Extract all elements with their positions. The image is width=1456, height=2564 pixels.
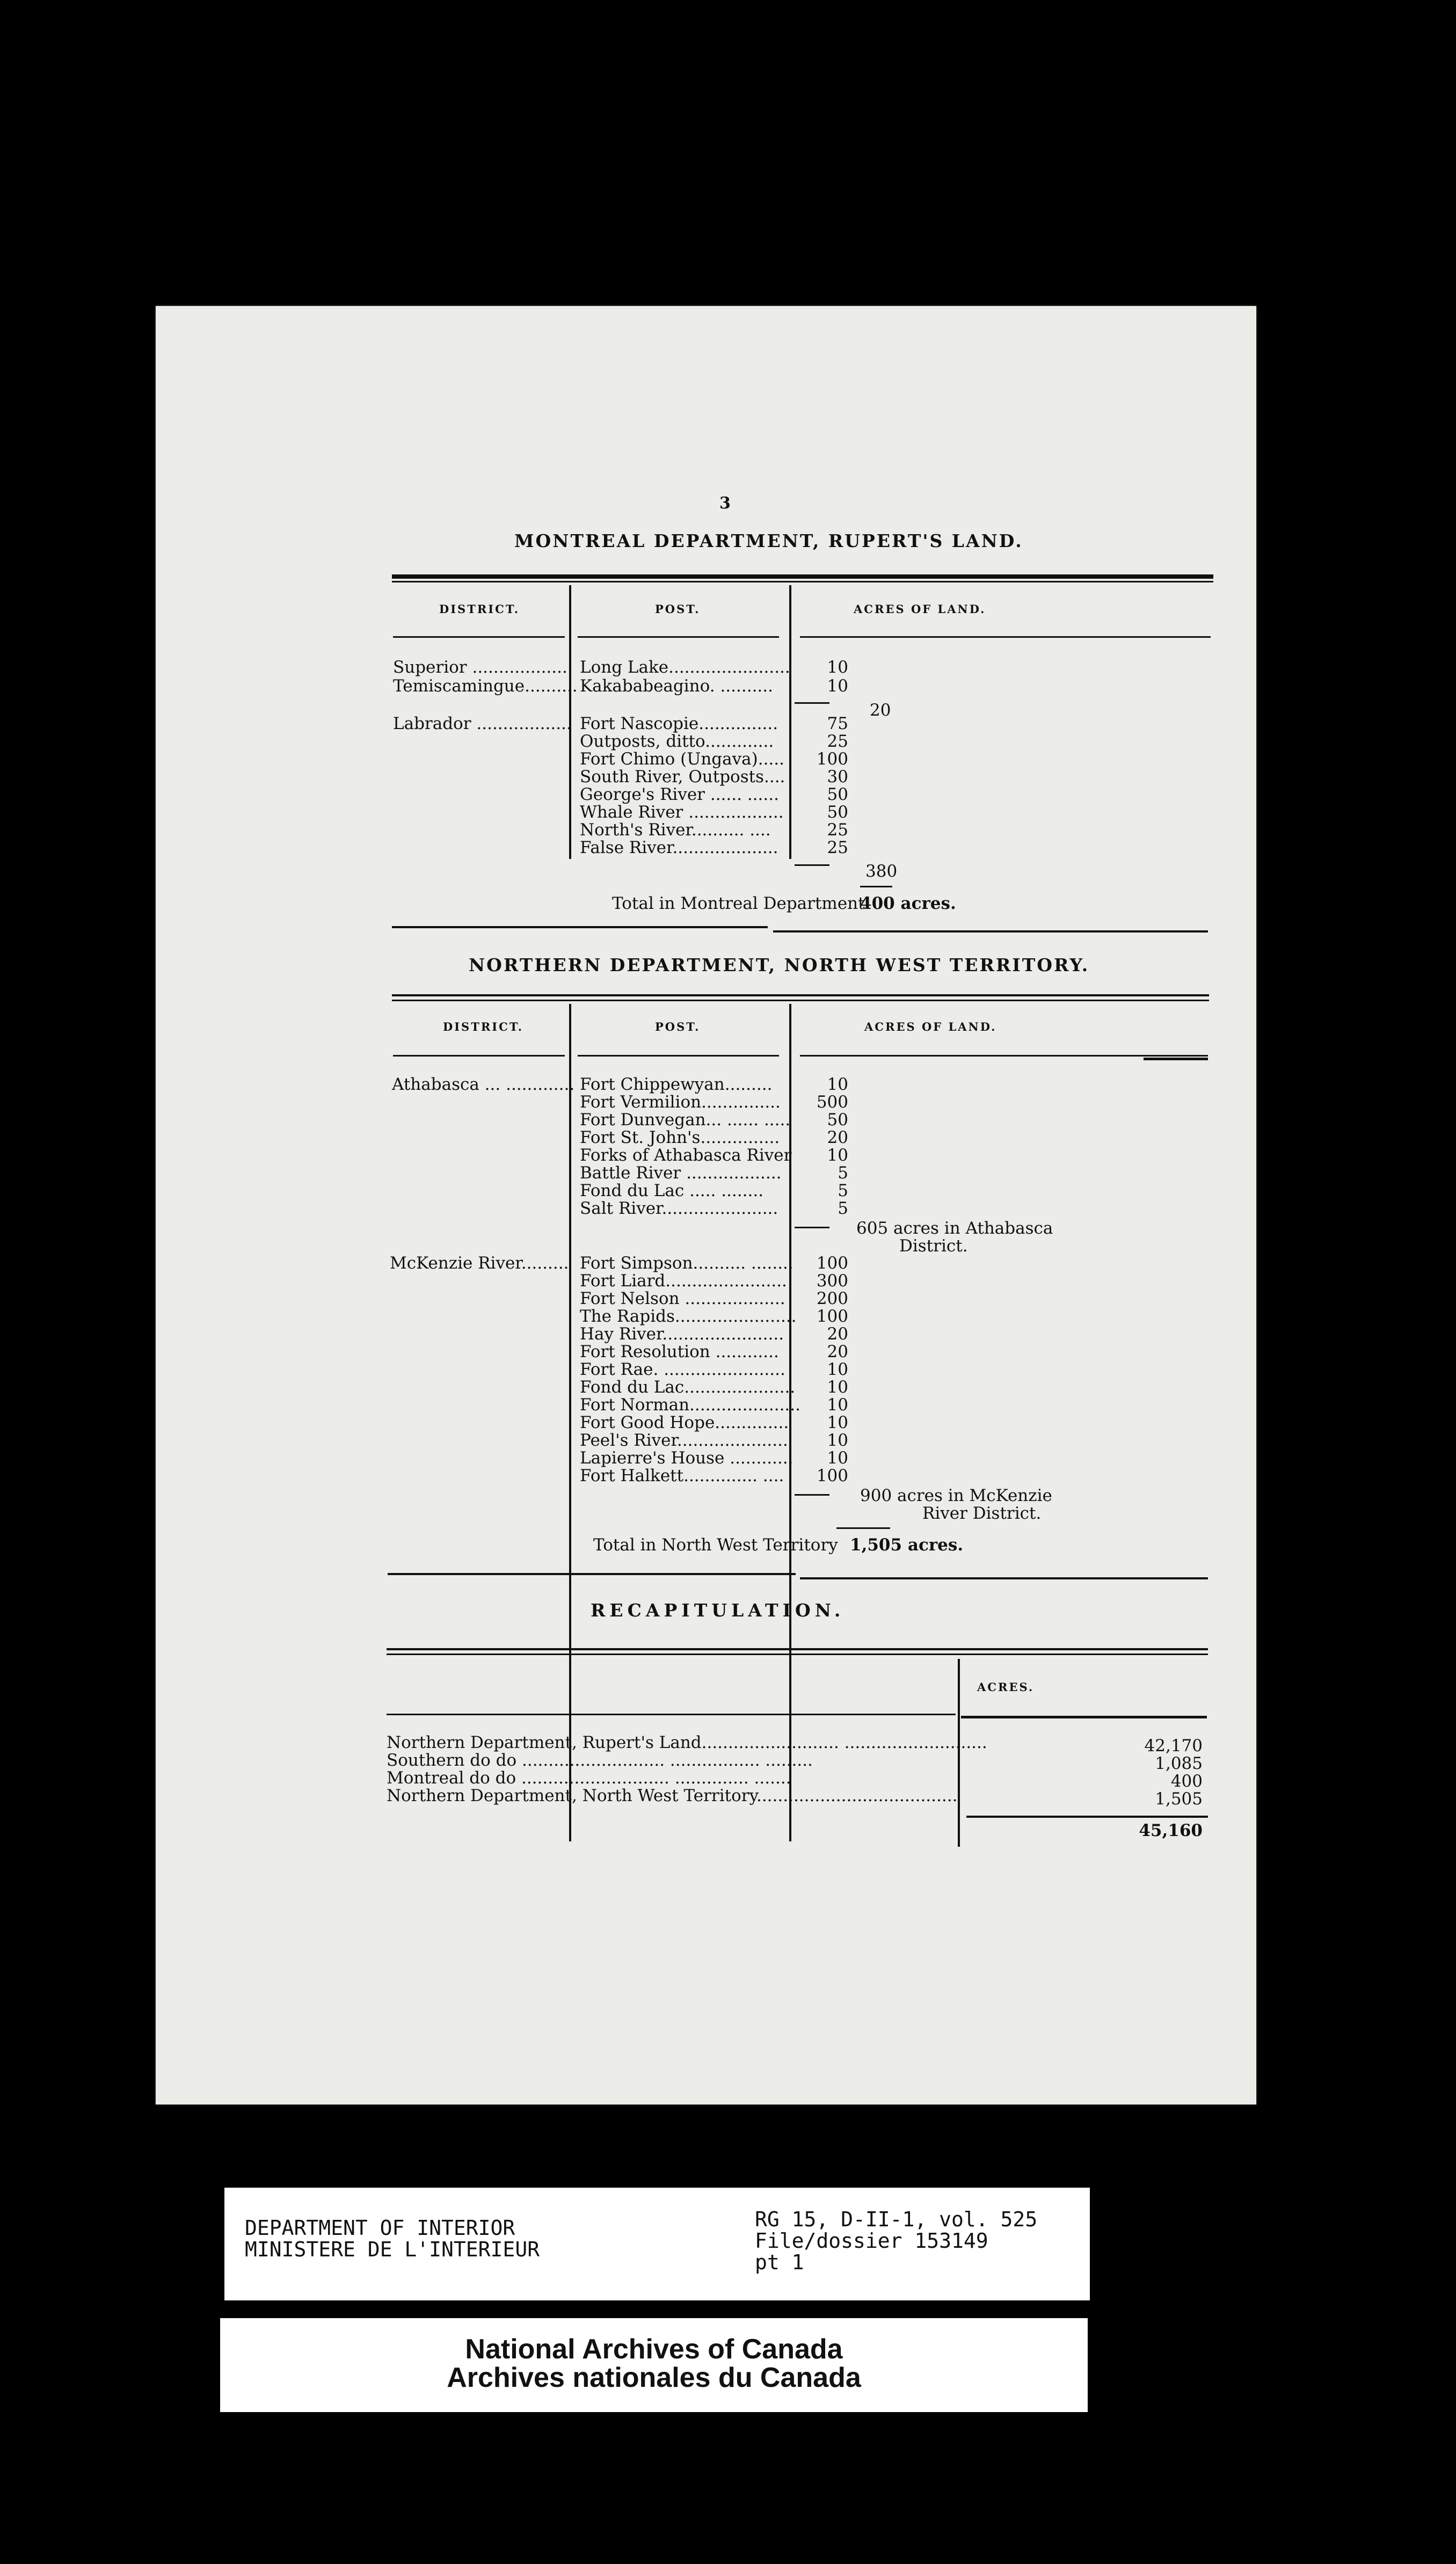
- post-cell: Fort Dunvegan... ...... .....: [580, 1110, 791, 1130]
- post-cell: Fort Good Hope..............: [580, 1413, 789, 1432]
- recap-value: 1,085: [1155, 1754, 1203, 1773]
- post-cell: Fort St. John's...............: [580, 1128, 780, 1147]
- acres-cell: 25: [827, 820, 848, 840]
- post-cell: Fond du Lac.....................: [580, 1378, 796, 1397]
- divider: [800, 1055, 1208, 1057]
- sum-rule: [836, 1527, 890, 1529]
- divider: [392, 926, 768, 928]
- post-cell: Fort Simpson.......... ........: [580, 1254, 793, 1273]
- column-header-acres: ACRES OF LAND.: [854, 602, 986, 616]
- record-group: RG 15, D-II-1, vol. 525: [755, 2208, 1038, 2231]
- acres-cell: 50: [827, 1110, 848, 1130]
- reference-label-card: [224, 2188, 1090, 2300]
- acres-cell: 10: [827, 1395, 848, 1415]
- acres-cell: 10: [827, 1146, 848, 1165]
- acres-cell: 50: [827, 785, 848, 804]
- acres-cell: 10: [827, 1378, 848, 1397]
- athabasca-total: 605 acres in Athabasca: [856, 1219, 1053, 1238]
- acres-cell: 10: [827, 658, 848, 677]
- district-cell: Temiscamingue..........: [393, 676, 578, 696]
- post-cell: North's River.......... ....: [580, 820, 771, 840]
- post-cell: Fort Liard.......................: [580, 1271, 787, 1291]
- recap-label: Northern Department, North West Territory......................................: [387, 1786, 958, 1805]
- divider: [800, 1577, 1208, 1579]
- acres-cell: 200: [816, 1289, 848, 1308]
- recap-value: 1,505: [1155, 1789, 1203, 1809]
- recap-label: Montreal do do ............................ .............. .......: [387, 1768, 791, 1788]
- montreal-total-value: 400 acres.: [860, 894, 956, 913]
- recap-total: 45,160: [1139, 1821, 1203, 1840]
- acres-cell: 30: [827, 767, 848, 786]
- column-rule: [958, 1659, 960, 1847]
- column-rule: [569, 1004, 571, 1841]
- divider: [387, 1648, 1208, 1650]
- northern-total-label: Total in North West Territory: [593, 1535, 838, 1555]
- northern-section-title: NORTHERN DEPARTMENT, NORTH WEST TERRITORY.: [469, 955, 1090, 975]
- archive-name-en: National Archives of Canada: [465, 2334, 843, 2365]
- archive-name-fr: Archives nationales du Canada: [447, 2362, 861, 2394]
- column-header-post: POST.: [655, 602, 701, 616]
- acres-cell: 10: [827, 1448, 848, 1468]
- post-cell: Salt River......................: [580, 1199, 778, 1218]
- acres-cell: 5: [838, 1163, 848, 1183]
- montreal-section-title: MONTREAL DEPARTMENT, RUPERT'S LAND.: [514, 530, 1023, 551]
- acres-cell: 10: [827, 1360, 848, 1379]
- athabasca-total-line2: District.: [899, 1236, 968, 1256]
- sum-rule: [795, 1494, 829, 1496]
- acres-cell: 10: [827, 1413, 848, 1432]
- divider: [800, 636, 1211, 638]
- post-cell: The Rapids.......................: [580, 1307, 797, 1326]
- sum-rule: [860, 886, 892, 887]
- post-cell: Fort Nelson ...................: [580, 1289, 785, 1308]
- post-cell: Outposts, ditto.............: [580, 732, 774, 751]
- recap-title: RECAPITULATION.: [591, 1600, 845, 1621]
- post-cell: Battle River ..................: [580, 1163, 782, 1183]
- acres-cell: 25: [827, 732, 848, 751]
- post-cell: Fort Chippewyan.........: [580, 1075, 773, 1094]
- district-cell: Labrador ..................: [393, 714, 572, 733]
- column-header-acres: ACRES.: [977, 1680, 1035, 1694]
- post-cell: Fort Halkett.............. ....: [580, 1466, 784, 1485]
- post-cell: Fort Vermilion...............: [580, 1092, 781, 1112]
- district-cell: McKenzie River.........: [390, 1254, 569, 1273]
- acres-cell: 50: [827, 803, 848, 822]
- sum-rule: [795, 702, 829, 704]
- acres-cell: 300: [816, 1271, 848, 1291]
- acres-cell: 10: [827, 1075, 848, 1094]
- acres-cell: 5: [838, 1199, 848, 1218]
- sum-rule: [795, 1227, 829, 1228]
- divider: [578, 636, 779, 638]
- post-cell: Fort Rae. .......................: [580, 1360, 785, 1379]
- subtotal: 380: [865, 862, 898, 881]
- page-number: 3: [719, 494, 731, 513]
- northern-total-value: 1,505 acres.: [850, 1535, 964, 1555]
- acres-cell: 20: [827, 1342, 848, 1361]
- sum-rule: [795, 864, 829, 866]
- district-cell: Superior ...................: [393, 658, 573, 677]
- acres-cell: 75: [827, 714, 848, 733]
- acres-cell: 20: [827, 1128, 848, 1147]
- divider: [387, 1714, 956, 1715]
- divider: [392, 994, 1209, 996]
- column-header-post: POST.: [655, 1020, 701, 1033]
- district-cell: Athabasca ... .............: [392, 1075, 575, 1094]
- post-cell: Forks of Athabasca River: [580, 1146, 792, 1165]
- acres-cell: 100: [816, 1254, 848, 1273]
- recap-label: Northern Department, Rupert's Land.......................... ...........................: [387, 1733, 987, 1752]
- part-number: pt 1: [755, 2250, 804, 2274]
- post-cell: Long Lake.......................: [580, 658, 790, 677]
- montreal-total-label: Total in Montreal Department: [612, 894, 865, 913]
- mckenzie-total: 900 acres in McKenzie: [860, 1486, 1052, 1505]
- acres-cell: 100: [816, 749, 848, 769]
- acres-cell: 10: [827, 676, 848, 696]
- acres-cell: 25: [827, 838, 848, 857]
- post-cell: Hay River.......................: [580, 1324, 784, 1344]
- acres-cell: 100: [816, 1466, 848, 1485]
- post-cell: Whale River ..................: [580, 803, 784, 822]
- mckenzie-total-line2: River District.: [922, 1504, 1042, 1523]
- column-header-district: DISTRICT.: [439, 602, 520, 616]
- post-cell: Peel's River.....................: [580, 1431, 788, 1450]
- document-page: [156, 306, 1256, 2104]
- post-cell: Fort Nascopie...............: [580, 714, 778, 733]
- divider: [393, 1055, 565, 1057]
- acres-cell: 100: [816, 1307, 848, 1326]
- post-cell: South River, Outposts....: [580, 767, 785, 786]
- divider: [392, 574, 1213, 579]
- acres-cell: 10: [827, 1431, 848, 1450]
- post-cell: Fort Norman.....................: [580, 1395, 800, 1415]
- post-cell: Kakababeagino. ..........: [580, 676, 773, 696]
- divider: [392, 581, 1213, 582]
- divider: [393, 636, 565, 638]
- recap-value: 42,170: [1144, 1736, 1203, 1756]
- column-header-acres: ACRES OF LAND.: [864, 1020, 997, 1033]
- post-cell: Fort Chimo (Ungava).....: [580, 749, 784, 769]
- archive-card: [220, 2318, 1088, 2412]
- post-cell: False River....................: [580, 838, 778, 857]
- acres-cell: 500: [816, 1092, 848, 1112]
- department-fr: MINISTERE DE L'INTERIEUR: [245, 2238, 540, 2261]
- acres-cell: 20: [827, 1324, 848, 1344]
- divider: [773, 930, 1208, 933]
- divider: [392, 1000, 1209, 1001]
- acres-cell: 5: [838, 1181, 848, 1200]
- recap-value: 400: [1170, 1772, 1203, 1791]
- column-header-district: DISTRICT.: [443, 1020, 524, 1033]
- recap-label: Southern do do ........................... ................. .........: [387, 1751, 813, 1770]
- post-cell: Fort Resolution ............: [580, 1342, 779, 1361]
- divider: [961, 1716, 1207, 1718]
- post-cell: Lapierre's House ............: [580, 1448, 793, 1468]
- divider: [387, 1654, 1208, 1655]
- file-number: File/dossier 153149: [755, 2229, 988, 2253]
- divider: [578, 1055, 779, 1057]
- department-en: DEPARTMENT OF INTERIOR: [245, 2216, 515, 2240]
- sum-rule: [966, 1816, 1208, 1818]
- divider: [388, 1573, 796, 1575]
- post-cell: Fond du Lac ..... ........: [580, 1181, 764, 1200]
- divider: [1144, 1058, 1208, 1060]
- subtotal: 20: [870, 701, 891, 720]
- post-cell: George's River ...... ......: [580, 785, 779, 804]
